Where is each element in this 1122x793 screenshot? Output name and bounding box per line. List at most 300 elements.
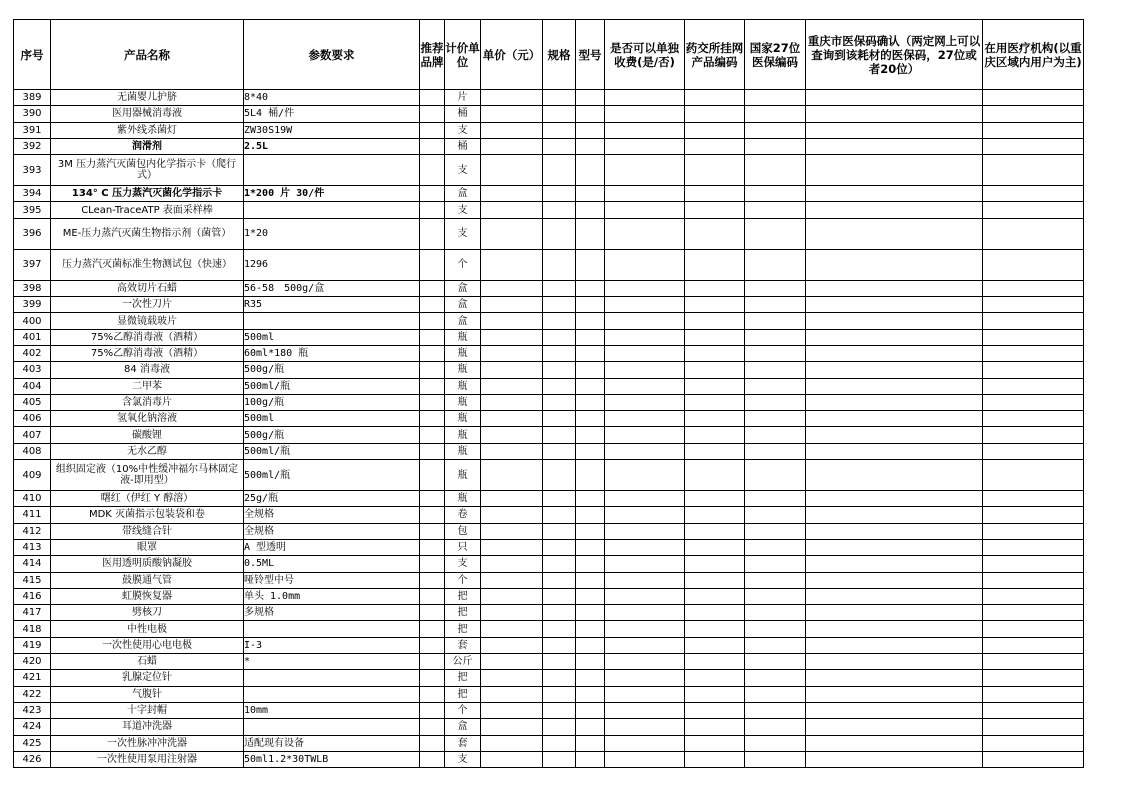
cell-size bbox=[543, 670, 576, 686]
cell-separate-charge bbox=[605, 313, 685, 329]
cell-price bbox=[481, 138, 543, 154]
cell-exchange-code bbox=[685, 411, 745, 427]
cell-size bbox=[543, 411, 576, 427]
cell-product-name: 石蜡 bbox=[51, 654, 244, 670]
cell-chongqing-code bbox=[806, 138, 983, 154]
cell-product-name: 眼罩 bbox=[51, 539, 244, 555]
cell-no: 403 bbox=[14, 362, 51, 378]
cell-size bbox=[543, 637, 576, 653]
cell-unit: 个 bbox=[445, 702, 481, 718]
cell-price bbox=[481, 605, 543, 621]
cell-institutions bbox=[983, 556, 1084, 572]
cell-model bbox=[576, 202, 605, 218]
cell-exchange-code bbox=[685, 621, 745, 637]
cell-unit: 瓶 bbox=[445, 460, 481, 491]
cell-spec: 全规格 bbox=[244, 507, 420, 523]
cell-spec: 多规格 bbox=[244, 605, 420, 621]
cell-model bbox=[576, 572, 605, 588]
cell-separate-charge bbox=[605, 539, 685, 555]
cell-product-name: 84 消毒液 bbox=[51, 362, 244, 378]
cell-institutions bbox=[983, 491, 1084, 507]
cell-separate-charge bbox=[605, 443, 685, 459]
cell-institutions bbox=[983, 702, 1084, 718]
cell-product-name: 润滑剂 bbox=[51, 138, 244, 154]
cell-price bbox=[481, 297, 543, 313]
cell-chongqing-code bbox=[806, 670, 983, 686]
cell-price bbox=[481, 751, 543, 767]
cell-no: 406 bbox=[14, 411, 51, 427]
cell-product-name: 3M 压力蒸汽灭菌包内化学指示卡（爬行式） bbox=[51, 155, 244, 186]
cell-exchange-code bbox=[685, 90, 745, 106]
cell-national-code bbox=[745, 588, 806, 604]
cell-price bbox=[481, 460, 543, 491]
cell-size bbox=[543, 654, 576, 670]
cell-unit: 支 bbox=[445, 751, 481, 767]
cell-brand bbox=[420, 751, 445, 767]
cell-unit: 瓶 bbox=[445, 411, 481, 427]
cell-no: 396 bbox=[14, 218, 51, 249]
cell-unit: 瓶 bbox=[445, 378, 481, 394]
cell-no: 391 bbox=[14, 122, 51, 138]
cell-exchange-code bbox=[685, 539, 745, 555]
cell-brand bbox=[420, 460, 445, 491]
cell-size bbox=[543, 362, 576, 378]
cell-separate-charge bbox=[605, 670, 685, 686]
cell-unit: 盒 bbox=[445, 186, 481, 202]
cell-exchange-code bbox=[685, 218, 745, 249]
cell-chongqing-code bbox=[806, 362, 983, 378]
cell-institutions bbox=[983, 443, 1084, 459]
table-row bbox=[14, 329, 1084, 345]
cell-chongqing-code bbox=[806, 702, 983, 718]
cell-size bbox=[543, 280, 576, 296]
cell-spec: 5L4 桶/件 bbox=[244, 106, 420, 122]
cell-institutions bbox=[983, 249, 1084, 280]
cell-product-name: 显微镜载玻片 bbox=[51, 313, 244, 329]
cell-separate-charge bbox=[605, 297, 685, 313]
cell-no: 408 bbox=[14, 443, 51, 459]
cell-unit: 瓶 bbox=[445, 394, 481, 410]
cell-separate-charge bbox=[605, 491, 685, 507]
table-row bbox=[14, 313, 1084, 329]
cell-exchange-code bbox=[685, 523, 745, 539]
cell-unit: 瓶 bbox=[445, 362, 481, 378]
cell-institutions bbox=[983, 218, 1084, 249]
cell-chongqing-code bbox=[806, 378, 983, 394]
cell-institutions bbox=[983, 427, 1084, 443]
cell-size bbox=[543, 297, 576, 313]
cell-chongqing-code bbox=[806, 621, 983, 637]
table-body bbox=[14, 90, 1084, 768]
header-exchange-code: 药交所挂网产品编码 bbox=[685, 20, 745, 90]
cell-size bbox=[543, 588, 576, 604]
cell-institutions bbox=[983, 621, 1084, 637]
cell-institutions bbox=[983, 605, 1084, 621]
cell-no: 420 bbox=[14, 654, 51, 670]
cell-brand bbox=[420, 280, 445, 296]
cell-no: 389 bbox=[14, 90, 51, 106]
cell-no: 398 bbox=[14, 280, 51, 296]
cell-separate-charge bbox=[605, 329, 685, 345]
cell-no: 425 bbox=[14, 735, 51, 751]
cell-national-code bbox=[745, 394, 806, 410]
cell-exchange-code bbox=[685, 362, 745, 378]
cell-institutions bbox=[983, 670, 1084, 686]
cell-brand bbox=[420, 427, 445, 443]
cell-model bbox=[576, 443, 605, 459]
cell-price bbox=[481, 329, 543, 345]
table-row bbox=[14, 702, 1084, 718]
table-row bbox=[14, 427, 1084, 443]
cell-no: 401 bbox=[14, 329, 51, 345]
cell-national-code bbox=[745, 106, 806, 122]
procurement-table bbox=[13, 19, 1084, 768]
cell-separate-charge bbox=[605, 556, 685, 572]
cell-brand bbox=[420, 621, 445, 637]
cell-spec: 0.5ML bbox=[244, 556, 420, 572]
cell-unit: 把 bbox=[445, 670, 481, 686]
cell-exchange-code bbox=[685, 605, 745, 621]
cell-spec: I-3 bbox=[244, 637, 420, 653]
cell-product-name: MDK 灭菌指示包装袋和卷 bbox=[51, 507, 244, 523]
cell-model bbox=[576, 654, 605, 670]
cell-unit: 瓶 bbox=[445, 345, 481, 361]
cell-separate-charge bbox=[605, 378, 685, 394]
cell-product-name: 碳酸锂 bbox=[51, 427, 244, 443]
table-row bbox=[14, 218, 1084, 249]
cell-brand bbox=[420, 202, 445, 218]
cell-institutions bbox=[983, 572, 1084, 588]
cell-institutions bbox=[983, 507, 1084, 523]
cell-separate-charge bbox=[605, 394, 685, 410]
cell-unit: 桶 bbox=[445, 138, 481, 154]
table-row bbox=[14, 572, 1084, 588]
cell-size bbox=[543, 443, 576, 459]
cell-unit: 盒 bbox=[445, 719, 481, 735]
cell-size bbox=[543, 218, 576, 249]
cell-model bbox=[576, 702, 605, 718]
cell-model bbox=[576, 186, 605, 202]
cell-chongqing-code bbox=[806, 280, 983, 296]
table-row bbox=[14, 654, 1084, 670]
cell-institutions bbox=[983, 686, 1084, 702]
cell-size bbox=[543, 106, 576, 122]
cell-model bbox=[576, 345, 605, 361]
cell-separate-charge bbox=[605, 218, 685, 249]
cell-no: 410 bbox=[14, 491, 51, 507]
cell-size bbox=[543, 394, 576, 410]
cell-no: 421 bbox=[14, 670, 51, 686]
cell-size bbox=[543, 621, 576, 637]
cell-institutions bbox=[983, 362, 1084, 378]
cell-institutions bbox=[983, 539, 1084, 555]
cell-size bbox=[543, 155, 576, 186]
cell-institutions bbox=[983, 138, 1084, 154]
cell-separate-charge bbox=[605, 427, 685, 443]
cell-model bbox=[576, 378, 605, 394]
cell-exchange-code bbox=[685, 735, 745, 751]
cell-institutions bbox=[983, 122, 1084, 138]
cell-price bbox=[481, 588, 543, 604]
cell-chongqing-code bbox=[806, 588, 983, 604]
cell-spec: 100g/瓶 bbox=[244, 394, 420, 410]
cell-unit: 瓶 bbox=[445, 427, 481, 443]
cell-model bbox=[576, 588, 605, 604]
cell-product-name: 气腹针 bbox=[51, 686, 244, 702]
cell-chongqing-code bbox=[806, 249, 983, 280]
table-row bbox=[14, 106, 1084, 122]
cell-national-code bbox=[745, 621, 806, 637]
cell-model bbox=[576, 621, 605, 637]
cell-exchange-code bbox=[685, 249, 745, 280]
cell-chongqing-code bbox=[806, 394, 983, 410]
cell-chongqing-code bbox=[806, 539, 983, 555]
cell-separate-charge bbox=[605, 202, 685, 218]
cell-institutions bbox=[983, 297, 1084, 313]
cell-brand bbox=[420, 329, 445, 345]
cell-national-code bbox=[745, 313, 806, 329]
cell-unit: 瓶 bbox=[445, 491, 481, 507]
cell-separate-charge bbox=[605, 605, 685, 621]
cell-model bbox=[576, 719, 605, 735]
cell-brand bbox=[420, 313, 445, 329]
cell-chongqing-code bbox=[806, 735, 983, 751]
cell-spec bbox=[244, 670, 420, 686]
cell-no: 414 bbox=[14, 556, 51, 572]
cell-model bbox=[576, 523, 605, 539]
cell-unit: 盒 bbox=[445, 280, 481, 296]
cell-separate-charge bbox=[605, 249, 685, 280]
cell-unit: 个 bbox=[445, 572, 481, 588]
cell-national-code bbox=[745, 345, 806, 361]
cell-product-name: 无菌婴儿护脐 bbox=[51, 90, 244, 106]
cell-institutions bbox=[983, 90, 1084, 106]
cell-spec: 1*200 片 30/件 bbox=[244, 186, 420, 202]
cell-brand bbox=[420, 345, 445, 361]
cell-brand bbox=[420, 637, 445, 653]
header-model: 型号 bbox=[576, 20, 605, 90]
cell-product-name: 含氯消毒片 bbox=[51, 394, 244, 410]
cell-exchange-code bbox=[685, 394, 745, 410]
cell-spec: 2.5L bbox=[244, 138, 420, 154]
cell-spec: 500g/瓶 bbox=[244, 362, 420, 378]
cell-product-name: 一次性使用心电电极 bbox=[51, 637, 244, 653]
cell-no: 397 bbox=[14, 249, 51, 280]
cell-chongqing-code bbox=[806, 122, 983, 138]
cell-national-code bbox=[745, 329, 806, 345]
cell-product-name: 75%乙醇消毒液（酒精） bbox=[51, 329, 244, 345]
cell-price bbox=[481, 427, 543, 443]
header-spec: 参数要求 bbox=[244, 20, 420, 90]
cell-institutions bbox=[983, 329, 1084, 345]
cell-national-code bbox=[745, 460, 806, 491]
cell-no: 423 bbox=[14, 702, 51, 718]
cell-model bbox=[576, 249, 605, 280]
cell-model bbox=[576, 218, 605, 249]
cell-chongqing-code bbox=[806, 411, 983, 427]
cell-size bbox=[543, 378, 576, 394]
cell-product-name: 75%乙醇消毒液（酒精） bbox=[51, 345, 244, 361]
cell-unit: 包 bbox=[445, 523, 481, 539]
cell-product-name: 134° C 压力蒸汽灭菌化学指示卡 bbox=[51, 186, 244, 202]
cell-price bbox=[481, 686, 543, 702]
cell-exchange-code bbox=[685, 329, 745, 345]
cell-unit: 把 bbox=[445, 686, 481, 702]
cell-model bbox=[576, 686, 605, 702]
cell-model bbox=[576, 106, 605, 122]
cell-model bbox=[576, 427, 605, 443]
cell-price bbox=[481, 313, 543, 329]
cell-no: 422 bbox=[14, 686, 51, 702]
cell-product-name: 一次性使用泵用注射器 bbox=[51, 751, 244, 767]
cell-brand bbox=[420, 507, 445, 523]
cell-no: 399 bbox=[14, 297, 51, 313]
cell-exchange-code bbox=[685, 186, 745, 202]
cell-unit: 盒 bbox=[445, 313, 481, 329]
cell-spec bbox=[244, 621, 420, 637]
cell-size bbox=[543, 605, 576, 621]
cell-exchange-code bbox=[685, 507, 745, 523]
cell-spec bbox=[244, 719, 420, 735]
cell-separate-charge bbox=[605, 654, 685, 670]
cell-product-name: ME-压力蒸汽灭菌生物指示剂（菌管） bbox=[51, 218, 244, 249]
cell-price bbox=[481, 491, 543, 507]
cell-chongqing-code bbox=[806, 313, 983, 329]
cell-unit: 把 bbox=[445, 605, 481, 621]
cell-brand bbox=[420, 719, 445, 735]
cell-separate-charge bbox=[605, 345, 685, 361]
table-row bbox=[14, 491, 1084, 507]
cell-separate-charge bbox=[605, 186, 685, 202]
cell-price bbox=[481, 90, 543, 106]
cell-size bbox=[543, 313, 576, 329]
cell-brand bbox=[420, 249, 445, 280]
cell-chongqing-code bbox=[806, 443, 983, 459]
cell-size bbox=[543, 719, 576, 735]
cell-brand bbox=[420, 155, 445, 186]
cell-spec bbox=[244, 313, 420, 329]
cell-no: 405 bbox=[14, 394, 51, 410]
cell-institutions bbox=[983, 280, 1084, 296]
cell-national-code bbox=[745, 556, 806, 572]
cell-national-code bbox=[745, 280, 806, 296]
cell-national-code bbox=[745, 507, 806, 523]
table-row bbox=[14, 507, 1084, 523]
cell-no: 404 bbox=[14, 378, 51, 394]
cell-spec: 50ml1.2*30TWLB bbox=[244, 751, 420, 767]
cell-separate-charge bbox=[605, 735, 685, 751]
cell-national-code bbox=[745, 378, 806, 394]
cell-product-name: 曙红（伊红 Y 醇溶） bbox=[51, 491, 244, 507]
cell-model bbox=[576, 460, 605, 491]
cell-product-name: 氢氧化钠溶液 bbox=[51, 411, 244, 427]
cell-product-name: 带线缝合针 bbox=[51, 523, 244, 539]
cell-size bbox=[543, 556, 576, 572]
cell-model bbox=[576, 329, 605, 345]
cell-no: 417 bbox=[14, 605, 51, 621]
cell-price bbox=[481, 186, 543, 202]
table-row bbox=[14, 735, 1084, 751]
cell-spec bbox=[244, 202, 420, 218]
cell-size bbox=[543, 686, 576, 702]
cell-spec: 60ml*180 瓶 bbox=[244, 345, 420, 361]
cell-institutions bbox=[983, 106, 1084, 122]
cell-size bbox=[543, 90, 576, 106]
cell-no: 412 bbox=[14, 523, 51, 539]
cell-brand bbox=[420, 670, 445, 686]
cell-separate-charge bbox=[605, 122, 685, 138]
cell-separate-charge bbox=[605, 572, 685, 588]
cell-exchange-code bbox=[685, 491, 745, 507]
cell-price bbox=[481, 106, 543, 122]
cell-exchange-code bbox=[685, 345, 745, 361]
cell-price bbox=[481, 362, 543, 378]
table-row bbox=[14, 411, 1084, 427]
cell-spec: * bbox=[244, 654, 420, 670]
cell-size bbox=[543, 735, 576, 751]
cell-product-name: 十字封帽 bbox=[51, 702, 244, 718]
cell-exchange-code bbox=[685, 751, 745, 767]
cell-spec: R35 bbox=[244, 297, 420, 313]
table-row bbox=[14, 138, 1084, 154]
cell-exchange-code bbox=[685, 202, 745, 218]
cell-model bbox=[576, 637, 605, 653]
cell-national-code bbox=[745, 654, 806, 670]
cell-unit: 支 bbox=[445, 556, 481, 572]
table-row bbox=[14, 90, 1084, 106]
cell-institutions bbox=[983, 719, 1084, 735]
table-row bbox=[14, 378, 1084, 394]
cell-institutions bbox=[983, 394, 1084, 410]
cell-spec: 8*40 bbox=[244, 90, 420, 106]
cell-national-code bbox=[745, 735, 806, 751]
cell-exchange-code bbox=[685, 122, 745, 138]
cell-exchange-code bbox=[685, 686, 745, 702]
cell-unit: 把 bbox=[445, 621, 481, 637]
cell-spec: A 型透明 bbox=[244, 539, 420, 555]
cell-unit: 把 bbox=[445, 588, 481, 604]
cell-price bbox=[481, 345, 543, 361]
cell-size bbox=[543, 460, 576, 491]
cell-price bbox=[481, 556, 543, 572]
cell-national-code bbox=[745, 637, 806, 653]
cell-separate-charge bbox=[605, 523, 685, 539]
cell-brand bbox=[420, 556, 445, 572]
cell-exchange-code bbox=[685, 556, 745, 572]
table-row bbox=[14, 686, 1084, 702]
cell-chongqing-code bbox=[806, 427, 983, 443]
cell-model bbox=[576, 362, 605, 378]
cell-exchange-code bbox=[685, 443, 745, 459]
table-row bbox=[14, 621, 1084, 637]
cell-size bbox=[543, 329, 576, 345]
cell-institutions bbox=[983, 378, 1084, 394]
cell-brand bbox=[420, 394, 445, 410]
cell-national-code bbox=[745, 605, 806, 621]
cell-national-code bbox=[745, 411, 806, 427]
cell-spec: 10mm bbox=[244, 702, 420, 718]
cell-brand bbox=[420, 186, 445, 202]
cell-separate-charge bbox=[605, 621, 685, 637]
cell-exchange-code bbox=[685, 702, 745, 718]
cell-exchange-code bbox=[685, 155, 745, 186]
cell-no: 413 bbox=[14, 539, 51, 555]
cell-separate-charge bbox=[605, 411, 685, 427]
cell-national-code bbox=[745, 443, 806, 459]
cell-spec: 哑铃型中号 bbox=[244, 572, 420, 588]
cell-model bbox=[576, 90, 605, 106]
cell-chongqing-code bbox=[806, 751, 983, 767]
